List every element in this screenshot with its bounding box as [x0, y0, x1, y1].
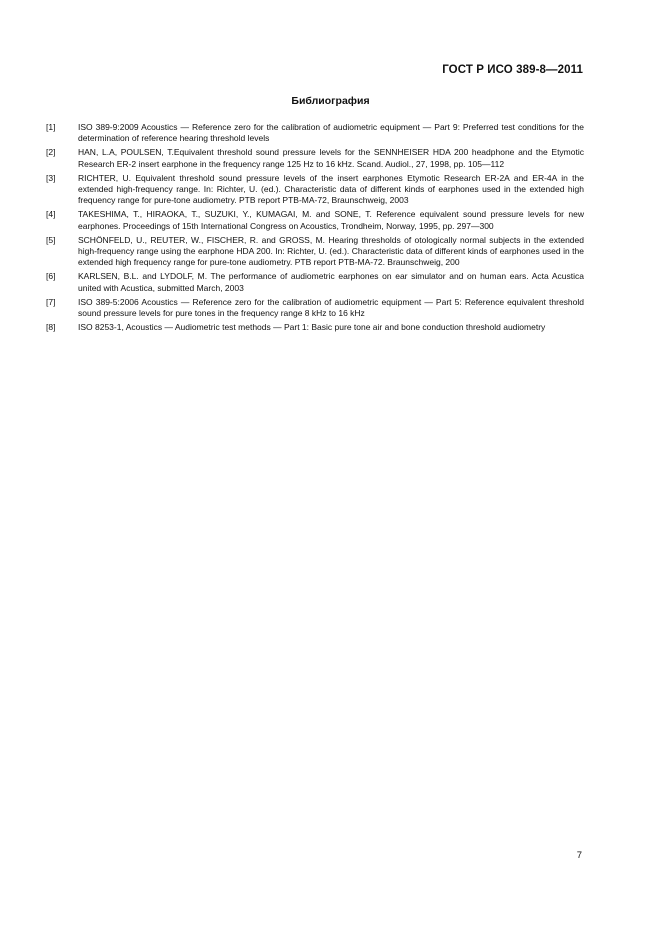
reference-number: [6] — [46, 271, 56, 282]
reference-item — [46, 271, 584, 293]
bibliography-title: Библиография — [291, 95, 370, 107]
reference-number: [3] — [46, 172, 56, 183]
reference-item — [46, 235, 584, 269]
reference-list — [46, 122, 584, 336]
reference-number: [5] — [46, 234, 56, 245]
reference-item — [46, 122, 584, 144]
reference-text: ISO 8253-1, Acoustics — Audiometric test methods — Part 1: Basic pure tone air and bone conduction threshold audiometry — [78, 322, 546, 333]
reference-text: HAN, L.A, POULSEN, T.Equivalent threshold sound pressure levels for the SENNHEISER HDA 200 headphone and the Etymotic Research ER-2 insert earphone in the frequency range 125 Hz to 16 kHz. Scand. Audiol., 27, 1998, pp. 105—112 — [78, 147, 584, 169]
page-number: 7 — [576, 850, 582, 861]
reference-item — [46, 322, 584, 333]
reference-number: [1] — [46, 122, 56, 132]
reference-number: [4] — [46, 209, 56, 220]
reference-item — [46, 147, 584, 169]
reference-text: ISO 389-5:2006 Acoustics — Reference zero for the calibration of audiometric equipment — Part 5: Reference equivalent threshold sound pressure levels for pure tones in the frequency range 8 kHz to 16 kHz — [78, 296, 584, 319]
reference-text: RICHTER, U. Equivalent threshold sound pressure levels of the insert earphones Etymotic Research ER-2A and ER-4A in the extended high-frequency range. In: Richter, U. (ed.). Characteristic data of different kinds of earphones used in the extended high frequency range for pure-tone audiometry. PTB report PTB-MA-72, Braunschweig, 2003 — [78, 172, 584, 206]
reference-number: [8] — [46, 322, 56, 333]
reference-text: TAKESHIMA, T., HIRAOKA, T., SUZUKI, Y., KUMAGAI, M. and SONE, T. Reference equivalent sound pressure levels for new earphones. Proceedings of 15th International Congress on Acoustics, Trondheim, Norway, 1995, pp. 297—300 — [78, 209, 584, 231]
reference-text: KARLSEN, B.L. and LYDOLF, M. The performance of audiometric earphones on ear simulator and on human ears. Acta Acustica united with Acustica, submitted March, 2003 — [78, 271, 584, 293]
reference-item — [46, 209, 584, 231]
reference-item — [46, 173, 584, 207]
reference-number: [7] — [46, 296, 56, 307]
reference-number: [2] — [46, 147, 56, 158]
standard-code: ГОСТ Р ИСО 389-8—2011 — [442, 64, 583, 76]
reference-text: SCHÖNFELD, U., REUTER, W., FISCHER, R. and GROSS, M. Hearing thresholds of otologically normal subjects in the extended high-frequency range using the earphone HDA 200. In: Richter, U. (ed.). Characteristic data of different kinds of earphones used in the extended high frequency range for pure-tone audiometry. PTB report PTB-MA-72. Braunschweig, 200 — [78, 234, 584, 268]
reference-text: ISO 389-9:2009 Acoustics — Reference zero for the calibration of audiometric equipment — Part 9: Preferred test conditions for the determination of reference hearing threshold levels — [78, 122, 584, 144]
reference-item — [46, 297, 584, 319]
